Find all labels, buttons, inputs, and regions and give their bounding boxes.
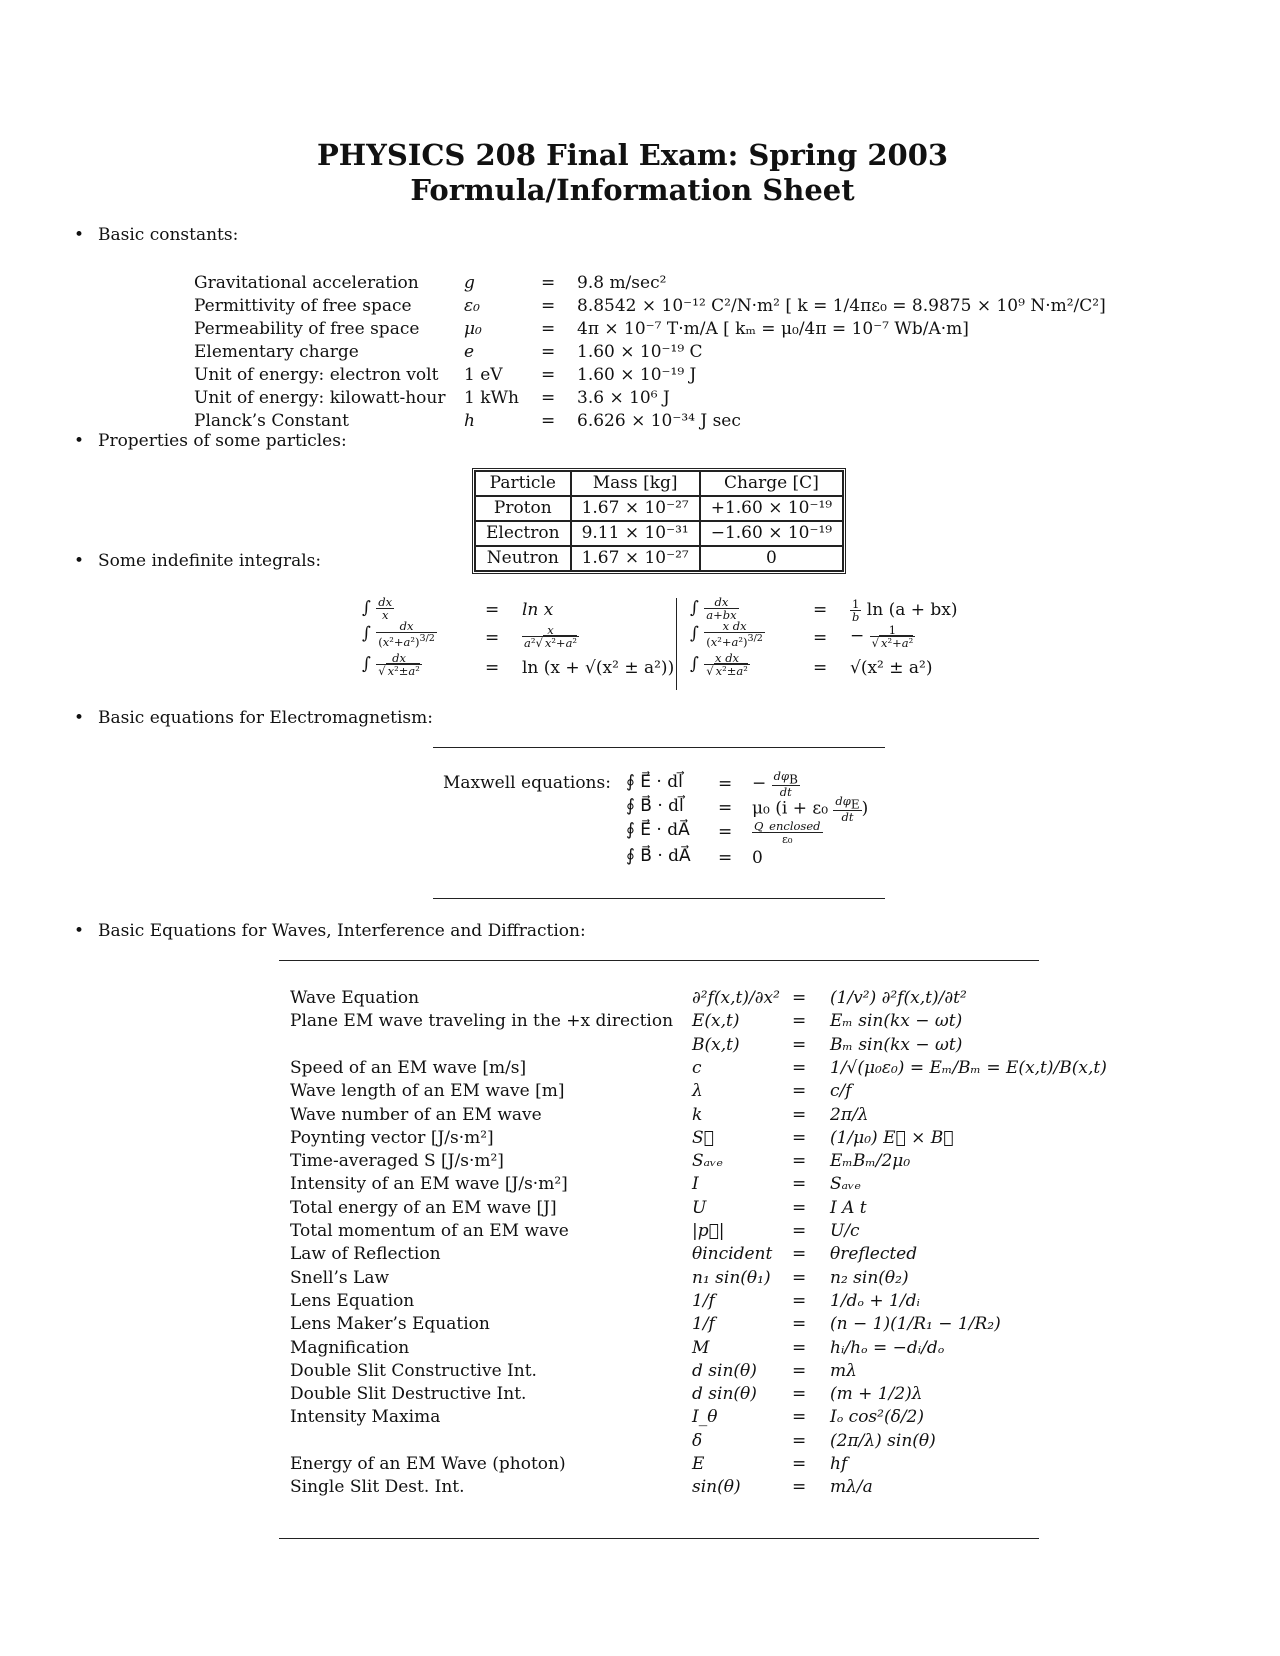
integral-eq-6: =	[813, 658, 828, 678]
wave-row-equals: =	[792, 1384, 807, 1404]
constant-symbol: h	[464, 411, 475, 431]
constant-equals: =	[541, 365, 556, 385]
wave-row-equals: =	[792, 1011, 807, 1031]
integral-result-4: $\frac{1}{b}$ ln (a + bx)	[852, 597, 958, 624]
wave-row-lhs: δ	[692, 1431, 703, 1451]
wave-row-name: Plane EM wave traveling in the +x direction	[290, 1011, 674, 1031]
integral-eq-1: =	[485, 600, 500, 620]
wave-row-name: Double Slit Destructive Int.	[290, 1384, 527, 1404]
wave-row-lhs: I_θ	[692, 1407, 718, 1427]
wave-row-name: Intensity of an EM wave [J/s·m²]	[290, 1174, 568, 1194]
wave-row-lhs: d sin(θ)	[692, 1361, 757, 1381]
constant-equals: =	[541, 342, 556, 362]
wave-row-equals: =	[792, 1151, 807, 1171]
constant-equals: =	[541, 273, 556, 293]
wave-row-name: Single Slit Dest. Int.	[290, 1477, 465, 1497]
wave-row-name: Lens Equation	[290, 1291, 415, 1311]
wave-row-rhs: hᵢ/hₒ = −dᵢ/dₒ	[830, 1338, 945, 1358]
wave-row-equals: =	[792, 1454, 807, 1474]
constant-name: Unit of energy: kilowatt-hour	[194, 388, 446, 408]
constant-symbol: g	[464, 273, 475, 293]
wave-row-rhs: θreflected	[830, 1244, 918, 1264]
particles-header-cell: Charge [C]	[700, 471, 843, 496]
wave-row-equals: =	[792, 1081, 807, 1101]
integral-dx-over-a-bx: ∫ $\frac{dx}{a+bx}$	[690, 595, 737, 622]
wave-row-rhs: EₘBₘ/2μ₀	[830, 1151, 911, 1171]
wave-row-equals: =	[792, 1035, 807, 1055]
wave-row-equals: =	[792, 988, 807, 1008]
particles-cell: Neutron	[475, 546, 571, 571]
constant-equals: =	[541, 411, 556, 431]
constant-value: 6.626 × 10⁻³⁴ J sec	[577, 411, 741, 431]
wave-row-lhs: U	[692, 1198, 707, 1218]
constant-value: 1.60 × 10⁻¹⁹ C	[577, 342, 703, 362]
wave-row-name: Total momentum of an EM wave	[290, 1221, 569, 1241]
maxwell-eq3-equals: =	[718, 822, 733, 842]
integral-result-3: ln (x + √(x² ± a²))	[522, 658, 675, 678]
wave-row-name: Intensity Maxima	[290, 1407, 441, 1427]
wave-row-lhs: c	[692, 1058, 702, 1078]
maxwell-eq4-rhs: 0	[752, 848, 763, 868]
section-em-heading: • Basic equations for Electromagnetism:	[74, 708, 433, 728]
wave-row-lhs: B(x,t)	[692, 1035, 740, 1055]
waves-rule-top	[279, 960, 1039, 961]
wave-row-name: Wave number of an EM wave	[290, 1105, 542, 1125]
constant-symbol: e	[464, 342, 475, 362]
particles-cell: Electron	[475, 521, 571, 546]
integral-result-1: ln x	[522, 600, 554, 620]
wave-row-equals: =	[792, 1338, 807, 1358]
wave-row-lhs: d sin(θ)	[692, 1384, 757, 1404]
wave-row-name: Poynting vector [J/s·m²]	[290, 1128, 494, 1148]
wave-row-lhs: |p⃗|	[692, 1221, 725, 1241]
wave-row-rhs: 1/√(μ₀ε₀) = Eₘ/Bₘ = E(x,t)/B(x,t)	[830, 1058, 1107, 1078]
wave-row-equals: =	[792, 1174, 807, 1194]
wave-row-equals: =	[792, 1407, 807, 1427]
constant-equals: =	[541, 388, 556, 408]
particles-header-cell: Mass [kg]	[571, 471, 700, 496]
maxwell-eq4-equals: =	[718, 848, 733, 868]
wave-row-rhs: Sₐᵥₑ	[830, 1174, 861, 1194]
constant-name: Elementary charge	[194, 342, 359, 362]
wave-row-equals: =	[792, 1221, 807, 1241]
wave-row-equals: =	[792, 1198, 807, 1218]
maxwell-eq2-lhs: ∮ B⃗ · dl⃗	[626, 796, 684, 816]
wave-row-equals: =	[792, 1058, 807, 1078]
particles-cell: 1.67 × 10⁻²⁷	[571, 496, 700, 521]
wave-row-lhs: Sₐᵥₑ	[692, 1151, 723, 1171]
particles-row	[475, 496, 843, 521]
wave-row-name: Double Slit Constructive Int.	[290, 1361, 537, 1381]
wave-row-lhs: θincident	[692, 1244, 773, 1264]
wave-row-equals: =	[792, 1244, 807, 1264]
maxwell-eq3-lhs: ∮ E⃗ · dA⃗	[626, 820, 690, 840]
wave-row-lhs: I	[692, 1174, 699, 1194]
integral-eq-5: =	[813, 628, 828, 648]
wave-row-rhs: Bₘ sin(kx − ωt)	[830, 1035, 963, 1055]
wave-row-lhs: sin(θ)	[692, 1477, 741, 1497]
wave-row-lhs: k	[692, 1105, 703, 1125]
wave-row-equals: =	[792, 1477, 807, 1497]
wave-row-rhs: (n − 1)(1/R₁ − 1/R₂)	[830, 1314, 1001, 1334]
waves-rule-bottom	[279, 1538, 1039, 1539]
wave-row-name: Time-averaged S [J/s·m²]	[290, 1151, 504, 1171]
constant-value: 8.8542 × 10⁻¹² C²/N·m² [ k = 1/4πε₀ = 8.9875 × 10⁹ N·m²/C²]	[577, 296, 1106, 316]
integral-dx-over-x2a2-32: ∫ $\frac{dx}{(x^2+a^2)^{3/2}}$	[362, 619, 435, 649]
integral-dx-over-x: ∫ $\frac{dx}{x}$	[362, 595, 393, 622]
maxwell-eq1-lhs: ∮ E⃗ · dl⃗	[626, 772, 683, 792]
integral-result-2: $\frac{x}{\text{a²√ x²+a²}}$	[524, 623, 578, 650]
particles-row	[475, 546, 843, 571]
wave-row-equals: =	[792, 1431, 807, 1451]
particles-table-wrap	[472, 468, 846, 574]
wave-row-rhs: (1/μ₀) E⃗ × B⃗	[830, 1128, 954, 1148]
particles-table	[472, 468, 846, 574]
integral-dx-over-sqrt: ∫ $\frac{dx}{\text{√ x²±a²}}$	[362, 651, 420, 678]
wave-row-name: Magnification	[290, 1338, 410, 1358]
maxwell-rule-bottom	[433, 898, 885, 899]
integral-result-6: √(x² ± a²)	[850, 658, 933, 678]
maxwell-label: Maxwell equations:	[443, 773, 611, 793]
wave-row-lhs: S⃗	[692, 1128, 714, 1148]
maxwell-eq1-rhs: − $\frac{d\varphi_B}{dt}$	[752, 769, 798, 800]
wave-row-name: Law of Reflection	[290, 1244, 441, 1264]
constant-value: 4π × 10⁻⁷ T·m/A [ kₘ = μ₀/4π = 10⁻⁷ Wb/A·m]	[577, 319, 969, 339]
wave-row-rhs: Iₒ cos²(δ/2)	[830, 1407, 925, 1427]
constant-symbol: ε₀	[464, 296, 480, 316]
wave-row-rhs: I A t	[830, 1198, 867, 1218]
wave-row-lhs: E(x,t)	[692, 1011, 740, 1031]
wave-row-name: Total energy of an EM wave [J]	[290, 1198, 557, 1218]
particles-cell: 9.11 × 10⁻³¹	[571, 521, 700, 546]
integrals-divider	[676, 598, 677, 690]
wave-row-rhs: mλ/a	[830, 1477, 873, 1497]
maxwell-eq2-rhs: μ₀ (i + ε₀ $\frac{d\varphi_E}{dt}$ )	[752, 794, 869, 825]
page-subtitle: Formula/Information Sheet	[410, 173, 855, 207]
wave-row-lhs: E	[692, 1454, 705, 1474]
maxwell-eq2-equals: =	[718, 798, 733, 818]
section-particles-heading: • Properties of some particles:	[74, 431, 347, 451]
integral-xdx-over-x2a2-32: ∫ $\frac{\text{x dx}}{(x^2+a^2)^{3/2}}$	[690, 619, 763, 649]
wave-row-name: Wave length of an EM wave [m]	[290, 1081, 565, 1101]
integral-eq-2: =	[485, 628, 500, 648]
integral-xdx-over-sqrt: ∫ $\frac{\text{x dx}}{\text{√ x²±a²}}$	[690, 651, 748, 678]
wave-row-equals: =	[792, 1268, 807, 1288]
constant-symbol: 1 eV	[464, 365, 503, 385]
wave-row-lhs: 1/f	[692, 1314, 715, 1334]
particles-header-cell: Particle	[475, 471, 571, 496]
wave-row-name: Wave Equation	[290, 988, 420, 1008]
section-integrals-heading: • Some indefinite integrals:	[74, 551, 321, 571]
constant-equals: =	[541, 319, 556, 339]
particles-cell: 0	[700, 546, 843, 571]
wave-row-rhs: (m + 1/2)λ	[830, 1384, 923, 1404]
maxwell-rule-top	[433, 747, 885, 748]
wave-row-equals: =	[792, 1291, 807, 1311]
constant-name: Gravitational acceleration	[194, 273, 419, 293]
integral-result-5: − $\frac{1}{\text{√ x²+a²}}$	[850, 623, 914, 650]
maxwell-eq4-lhs: ∮ B⃗ · dA⃗	[626, 846, 691, 866]
maxwell-eq3-rhs: $\frac{\text{Q\_enclosed}}{\text{ε₀}}$	[754, 819, 821, 846]
integral-eq-3: =	[485, 658, 500, 678]
wave-row-name: Snell’s Law	[290, 1268, 390, 1288]
section-constants-heading: • Basic constants:	[74, 225, 238, 245]
wave-row-rhs: 1/dₒ + 1/dᵢ	[830, 1291, 920, 1311]
integral-eq-4: =	[813, 600, 828, 620]
wave-row-rhs: (1/v²) ∂²f(x,t)/∂t²	[830, 988, 967, 1008]
constant-symbol: μ₀	[464, 319, 482, 339]
wave-row-equals: =	[792, 1361, 807, 1381]
constant-name: Planck’s Constant	[194, 411, 349, 431]
maxwell-eq1-equals: =	[718, 774, 733, 794]
section-waves-heading: • Basic Equations for Waves, Interference and Diffraction:	[74, 921, 586, 941]
wave-row-rhs: (2π/λ) sin(θ)	[830, 1431, 936, 1451]
particles-cell: 1.67 × 10⁻²⁷	[571, 546, 700, 571]
particles-cell: Proton	[475, 496, 571, 521]
wave-row-rhs: c/f	[830, 1081, 852, 1101]
constant-value: 9.8 m/sec²	[577, 273, 667, 293]
wave-row-name: Lens Maker’s Equation	[290, 1314, 490, 1334]
constant-equals: =	[541, 296, 556, 316]
wave-row-lhs: ∂²f(x,t)/∂x²	[692, 988, 780, 1008]
wave-row-rhs: 2π/λ	[830, 1105, 869, 1125]
wave-row-name: Energy of an EM Wave (photon)	[290, 1454, 566, 1474]
constant-name: Permittivity of free space	[194, 296, 412, 316]
particles-cell: −1.60 × 10⁻¹⁹	[700, 521, 843, 546]
wave-row-rhs: n₂ sin(θ₂)	[830, 1268, 909, 1288]
particles-cell: +1.60 × 10⁻¹⁹	[700, 496, 843, 521]
constant-value: 1.60 × 10⁻¹⁹ J	[577, 365, 697, 385]
wave-row-rhs: mλ	[830, 1361, 857, 1381]
wave-row-lhs: n₁ sin(θ₁)	[692, 1268, 771, 1288]
wave-row-rhs: U/c	[830, 1221, 860, 1241]
page-title: PHYSICS 208 Final Exam: Spring 2003	[316, 138, 949, 172]
particles-row	[475, 521, 843, 546]
wave-row-rhs: hf	[830, 1454, 848, 1474]
wave-row-name: Speed of an EM wave [m/s]	[290, 1058, 527, 1078]
constant-name: Unit of energy: electron volt	[194, 365, 439, 385]
wave-row-rhs: Eₘ sin(kx − ωt)	[830, 1011, 963, 1031]
wave-row-equals: =	[792, 1128, 807, 1148]
constant-name: Permeability of free space	[194, 319, 420, 339]
wave-row-equals: =	[792, 1105, 807, 1125]
wave-row-lhs: M	[692, 1338, 710, 1358]
wave-row-equals: =	[792, 1314, 807, 1334]
constant-value: 3.6 × 10⁶ J	[577, 388, 670, 408]
constant-symbol: 1 kWh	[464, 388, 519, 408]
wave-row-lhs: λ	[692, 1081, 703, 1101]
wave-row-lhs: 1/f	[692, 1291, 715, 1311]
